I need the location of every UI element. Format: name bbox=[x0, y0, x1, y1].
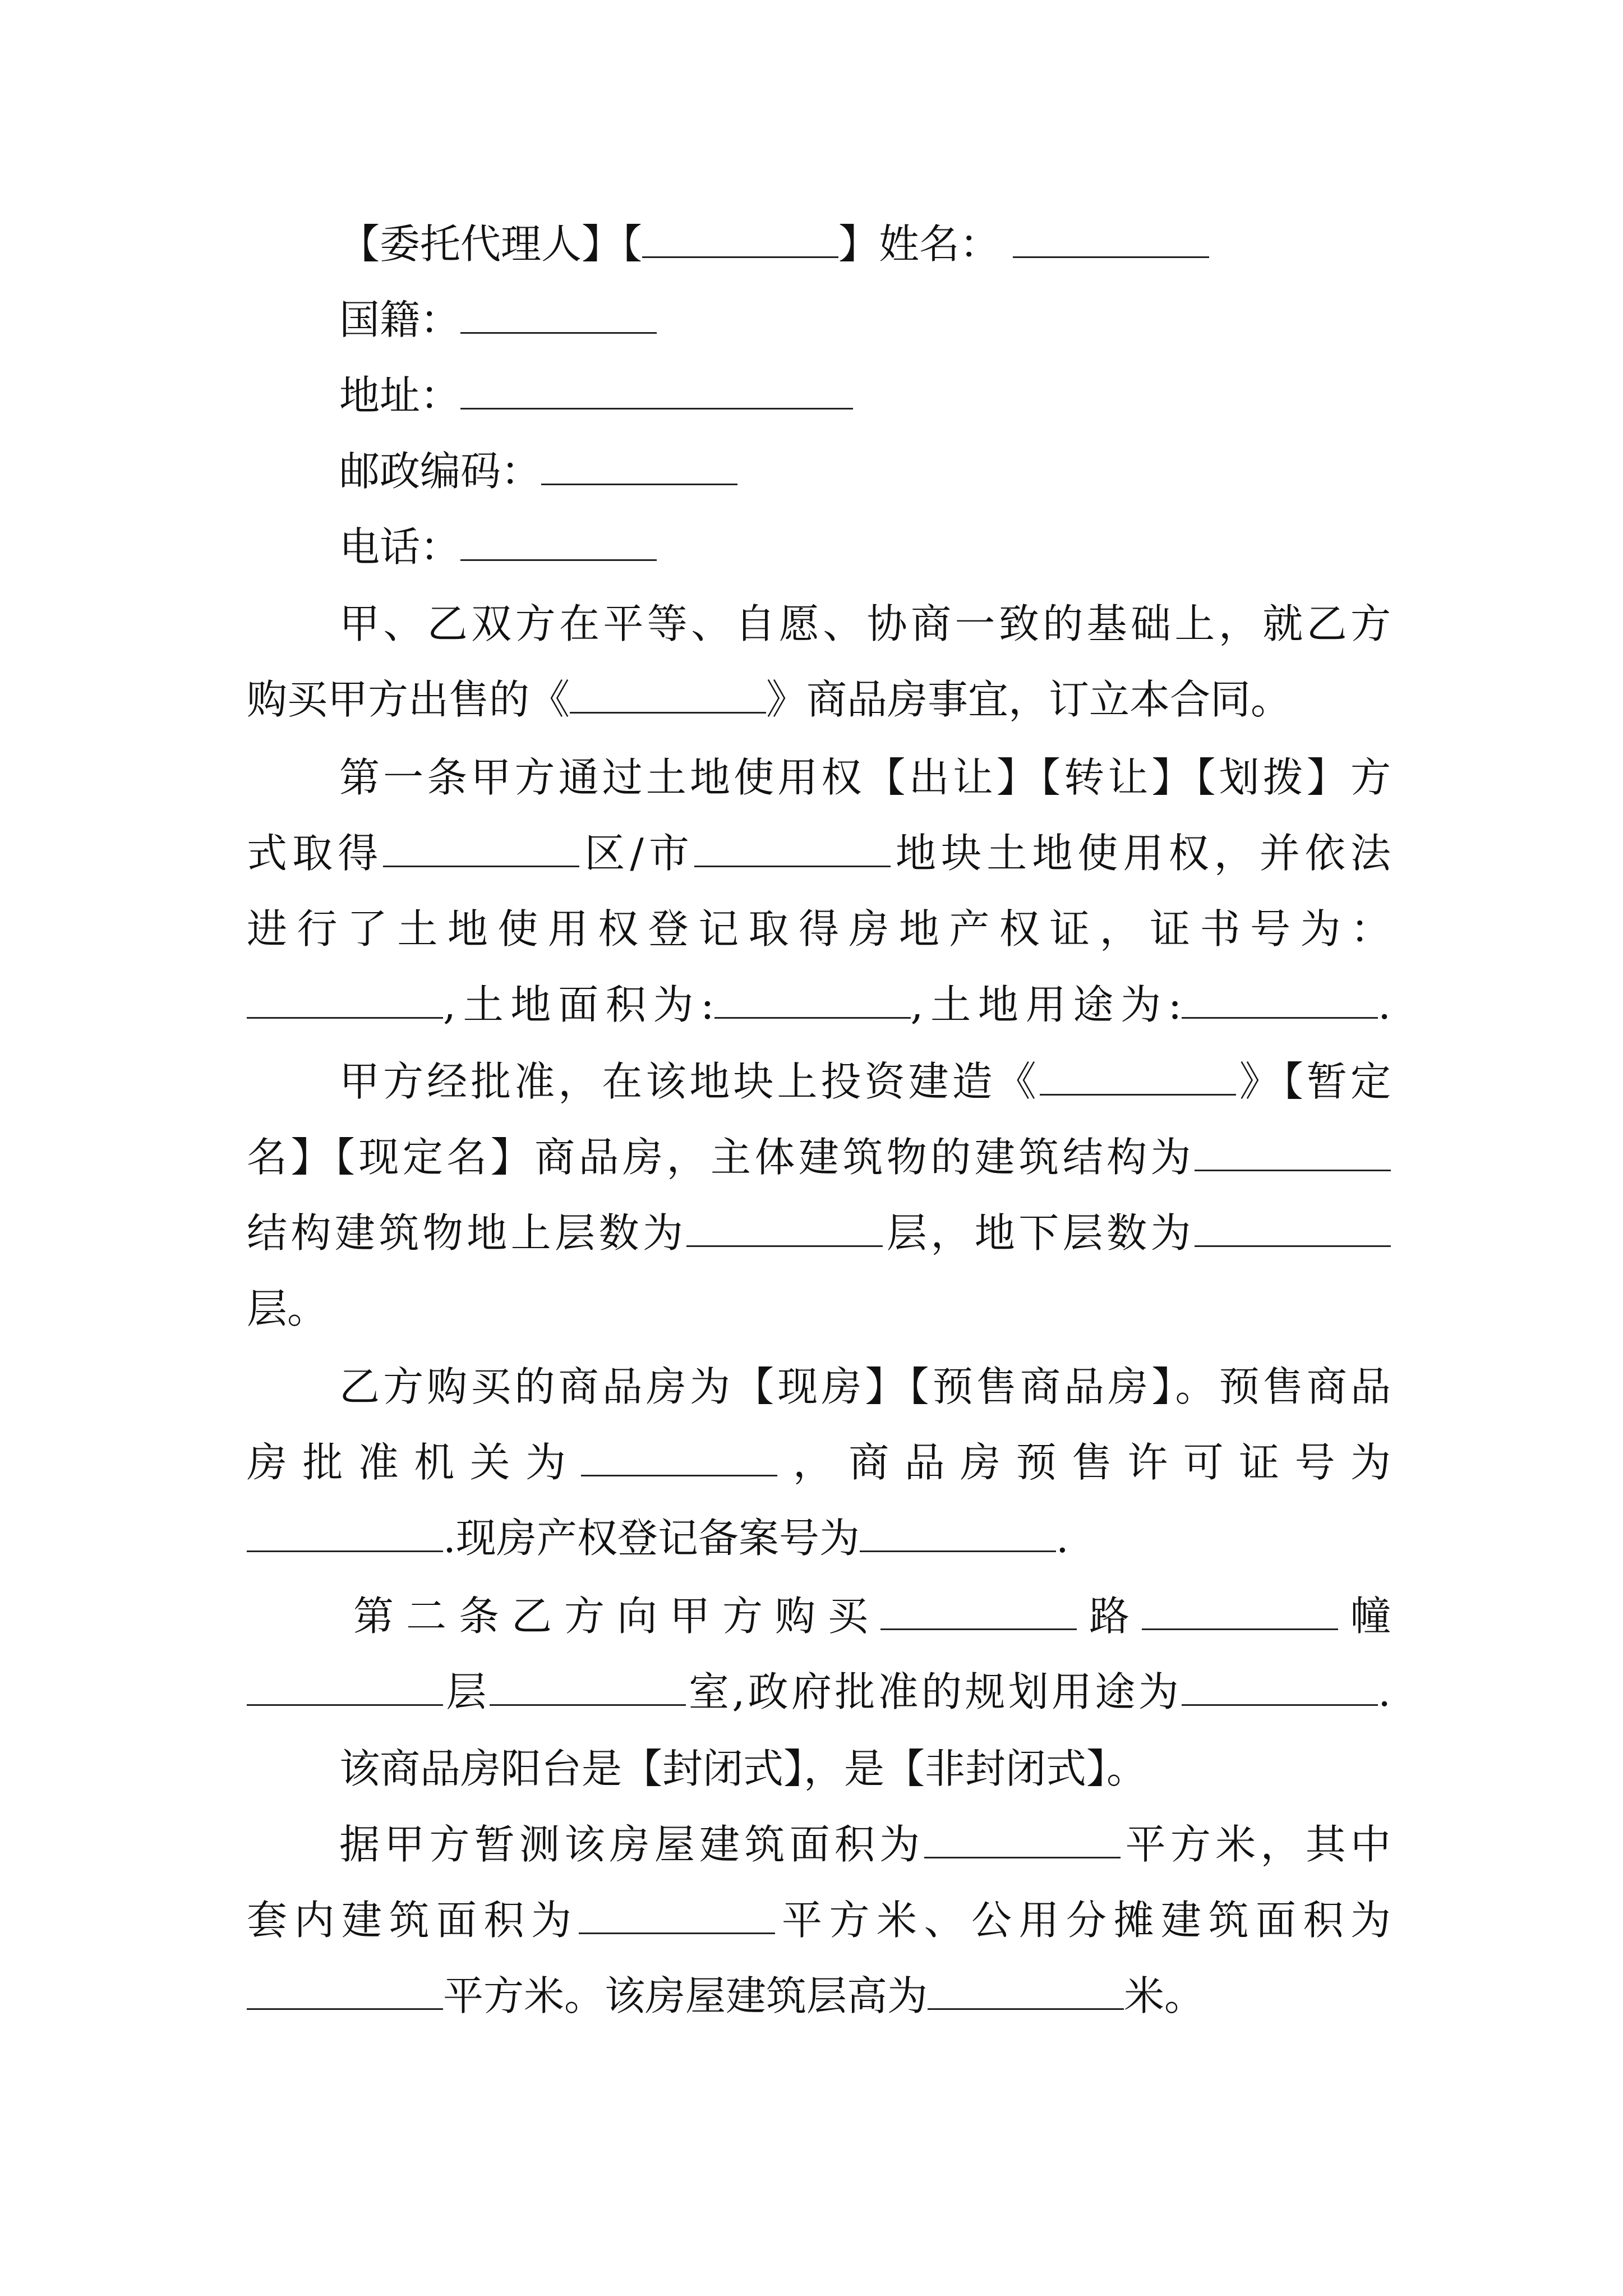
postal-code-label: 邮政编码： bbox=[339, 448, 542, 495]
nationality-label: 国籍： bbox=[339, 296, 461, 343]
structure-blank bbox=[1195, 1136, 1391, 1171]
floor-blank bbox=[247, 1671, 443, 1706]
area-line-3: 平方米。该房屋建筑层高为 米。 bbox=[247, 1962, 1391, 2030]
article-1-line-2: 式取得 区/市 地块土地使用权，并依法 bbox=[247, 830, 1391, 877]
phone-label: 电话： bbox=[339, 523, 461, 570]
building-line-1: 甲方经批准，在该地块上投资建造《 》【暂定 bbox=[339, 1058, 1391, 1105]
paragraph-preamble-line-2: 购买甲方出售的《 》商品房事宜，订立本合同。 bbox=[247, 676, 1292, 723]
presale-line-1: 乙方购买的商品房为【现房】【预售商品房】。预售商品 bbox=[339, 1363, 1391, 1410]
building-area-blank bbox=[924, 1823, 1121, 1858]
phone-blank bbox=[460, 526, 657, 561]
name-label: 】姓名： bbox=[838, 220, 1000, 268]
building-line-4: 层。 bbox=[247, 1285, 328, 1332]
agent-type-blank bbox=[642, 223, 838, 258]
floor-height-blank bbox=[928, 1975, 1124, 2010]
area-line-1: 据甲方暂测该房屋建筑面积为 平方米，其中 bbox=[339, 1821, 1391, 1868]
article-2-line-2: 层 室,政府批准的规划用途为 . bbox=[247, 1658, 1391, 1726]
building-line-3: 结构建筑物地上层数为 层，地下层数为 bbox=[247, 1199, 1391, 1267]
building-name-blank bbox=[1040, 1060, 1236, 1096]
district-blank bbox=[383, 832, 579, 867]
paragraph-preamble-line-1: 甲、乙双方在平等、自愿、协商一致的基础上，就乙方 bbox=[339, 600, 1391, 647]
planned-use-blank bbox=[1182, 1671, 1378, 1706]
article-1-line-1: 第一条甲方通过土地使用权【出让】【转让】【划拨】方 bbox=[339, 754, 1391, 801]
balcony-line: 该商品房阳台是【封闭式】，是【非封闭式】。 bbox=[339, 1745, 1147, 1792]
address-blank bbox=[460, 374, 853, 409]
inner-area-blank bbox=[579, 1899, 775, 1934]
shared-area-blank bbox=[247, 1975, 443, 2010]
nationality-blank bbox=[460, 298, 657, 334]
presale-permit-blank bbox=[247, 1517, 443, 1552]
registration-number-blank bbox=[860, 1517, 1056, 1552]
road-blank bbox=[880, 1595, 1077, 1630]
address-line bbox=[339, 362, 1391, 429]
floors-above-blank bbox=[686, 1212, 883, 1247]
address-label: 地址： bbox=[339, 372, 461, 419]
article-1-line-4: ,土地面积为: ,土地用途为: . bbox=[247, 971, 1391, 1038]
approval-authority-blank bbox=[581, 1441, 777, 1476]
phone-line bbox=[339, 513, 1391, 581]
room-blank bbox=[490, 1671, 686, 1706]
postal-code-blank bbox=[541, 450, 737, 485]
building-line-2: 名】【现定名】商品房，主体建筑物的建筑结构为 bbox=[247, 1124, 1391, 1191]
area-line-2: 套内建筑面积为 平方米、公用分摊建筑面积为 bbox=[247, 1897, 1391, 1944]
name-blank bbox=[1013, 223, 1209, 258]
article-1-line-3: 进行了土地使用权登记取得房地产权证，证书号为： bbox=[247, 905, 1391, 953]
land-use-blank bbox=[1182, 983, 1378, 1019]
postal-code-line bbox=[339, 438, 1391, 505]
land-area-blank bbox=[714, 983, 911, 1019]
article-2-line-1: 第二条乙方向甲方购买 路 幢 bbox=[353, 1593, 1391, 1640]
agent-name-line bbox=[339, 210, 1391, 278]
presale-line-3: .现房产权登记备案号为 . bbox=[247, 1504, 1391, 1572]
project-name-blank bbox=[570, 678, 766, 714]
plot-blank bbox=[694, 832, 891, 867]
floors-below-blank bbox=[1195, 1212, 1391, 1247]
certificate-number-blank bbox=[247, 983, 443, 1019]
building-number-blank bbox=[1142, 1595, 1338, 1630]
agent-label: 【委托代理人】【 bbox=[339, 220, 643, 268]
nationality-line bbox=[339, 286, 1391, 353]
presale-line-2: 房批准机关为 ，商品房预售许可证号为 bbox=[247, 1439, 1391, 1486]
